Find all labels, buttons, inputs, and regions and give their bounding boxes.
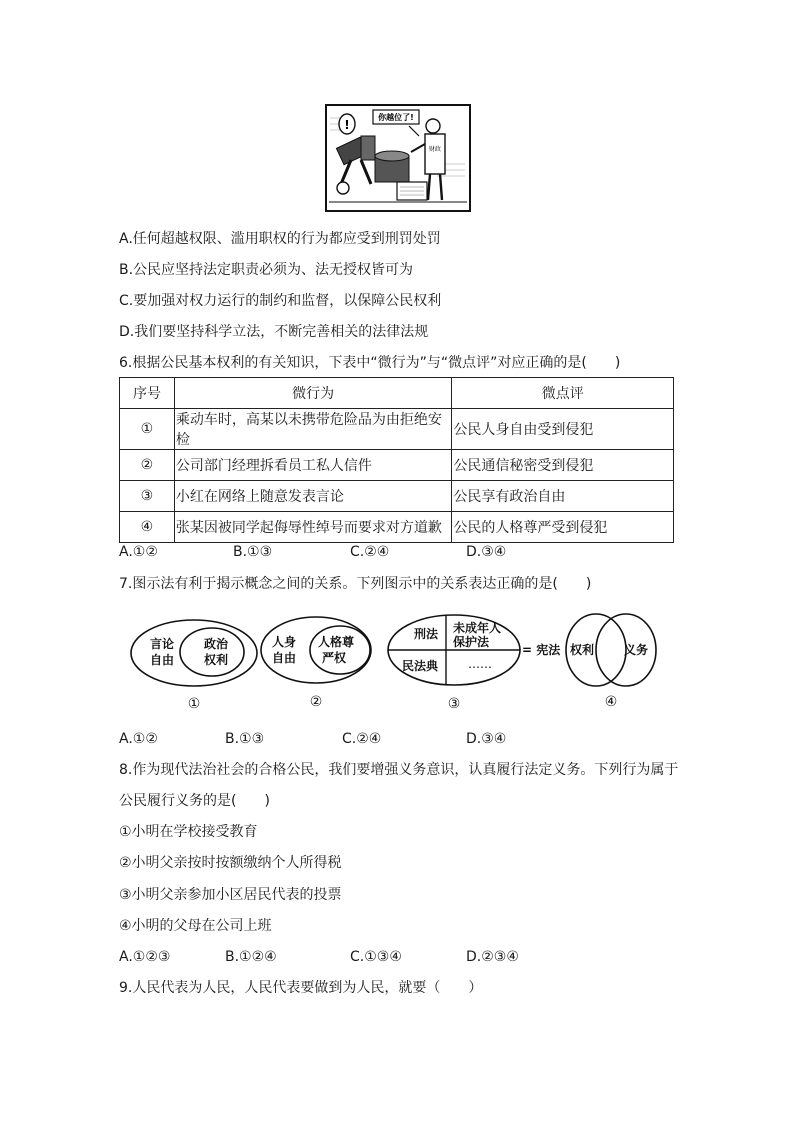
- row-index: ①: [120, 409, 175, 450]
- q6-option-c: C.②④: [350, 544, 390, 560]
- q7-stem: 7.图示法有利于揭示概念之间的关系。下列图示中的关系表达正确的是( ): [119, 576, 592, 592]
- row-comment: 公民的人格尊严受到侵犯: [452, 512, 674, 543]
- q5-option-d: D.我们要坚持科学立法，不断完善相关的法律法规: [119, 324, 429, 340]
- cartoon-exclamation: !: [344, 118, 350, 132]
- q7-option-a: A.①②: [119, 731, 158, 747]
- diagram-1: [131, 620, 257, 712]
- d3-top-right-2: 保护法: [453, 635, 490, 649]
- d3-number: ③: [447, 696, 461, 712]
- header-comment: 微点评: [452, 378, 674, 409]
- d2-number: ②: [309, 694, 323, 710]
- q9-stem: 9.人民代表为人民，人民代表要做到为人民，就要（ ）: [119, 980, 483, 996]
- q6-stem: 6.根据公民基本权利的有关知识，下表中“微行为”与“微点评”对应正确的是( ): [119, 355, 621, 371]
- q8-option-c: C.①③④: [350, 949, 402, 965]
- table-row: [120, 481, 674, 512]
- diagram-2: [261, 617, 371, 710]
- row-comment: 公民人身自由受到侵犯: [452, 409, 674, 450]
- row-comment: 公民享有政治自由: [452, 481, 674, 512]
- d2-outer-1: 人身: [272, 635, 297, 649]
- d1-inner-2: 权利: [204, 653, 229, 667]
- cartoon-speech: 你越位了!: [378, 113, 414, 122]
- d3-bottom-left: 民法典: [402, 659, 439, 673]
- row-behavior: 乘动车时，高某以未携带危险品为由拒绝安检: [174, 409, 451, 450]
- d2-inner-1: 人格尊: [318, 635, 355, 649]
- q8-item-3: ③小明父亲参加小区居民代表的投票: [119, 887, 342, 903]
- q8-item-2: ②小明父亲按时按额缴纳个人所得税: [119, 855, 342, 871]
- q8-item-1: ①小明在学校接受教育: [119, 824, 258, 840]
- q5-option-b: B.公民应坚持法定职责必须为、法无授权皆可为: [119, 262, 414, 278]
- d1-number: ①: [187, 696, 201, 712]
- diagram-3: [388, 615, 561, 712]
- row-comment: 公民通信秘密受到侵犯: [452, 450, 674, 481]
- row-index: ④: [120, 512, 175, 543]
- q8-stem-line2: 公民履行义务的是( ): [119, 793, 270, 809]
- d4-right: 义务: [624, 643, 649, 657]
- d1-inner-1: 政治: [204, 637, 229, 651]
- d4-number: ④: [604, 694, 618, 710]
- d3-top-left: 刑法: [414, 627, 439, 641]
- q7-option-d: D.③④: [466, 731, 507, 747]
- d4-left: 权利: [570, 643, 595, 657]
- q5-option-a: A.任何超越权限、滥用职权的行为都应受到刑罚处罚: [119, 231, 441, 247]
- d3-bottom-right: ……: [468, 657, 492, 671]
- q8-option-b: B.①②④: [225, 949, 277, 965]
- d2-inner-2: 严权: [322, 651, 347, 665]
- header-index: 序号: [120, 378, 175, 409]
- table-row: [120, 409, 674, 450]
- q7-option-c: C.②④: [342, 731, 382, 747]
- q7-option-b: B.①③: [225, 731, 265, 747]
- q8-option-a: A.①②③: [119, 949, 171, 965]
- q6-option-b: B.①③: [233, 544, 273, 560]
- q7-diagrams: [124, 610, 664, 720]
- d3-right-label: = 宪法: [522, 643, 561, 657]
- d2-outer-2: 自由: [272, 651, 297, 665]
- q8-option-d: D.②③④: [466, 949, 519, 965]
- table-row: [120, 512, 674, 543]
- d1-outer-1: 言论: [150, 637, 175, 651]
- d1-outer-2: 自由: [150, 653, 175, 667]
- q6-option-d: D.③④: [466, 544, 507, 560]
- row-index: ②: [120, 450, 175, 481]
- q8-stem-line1: 8.作为现代法治社会的合格公民，我们要增强义务意识，认真履行法定义务。下列行为属于: [119, 762, 679, 778]
- q5-option-c: C.要加强对权力运行的制约和监督，以保障公民权利: [119, 293, 442, 309]
- row-behavior: 小红在网络上随意发表言论: [174, 481, 451, 512]
- d3-top-right-1: 未成年人: [453, 621, 502, 635]
- row-behavior: 张某因被同学起侮辱性绰号而要求对方道歉: [174, 512, 451, 543]
- cartoon-illustration: [325, 104, 471, 212]
- table-row: [120, 450, 674, 481]
- table-header-row: [120, 378, 674, 409]
- cartoon-label: 财政: [428, 146, 442, 153]
- q6-option-a: A.①②: [119, 544, 158, 560]
- q6-table: [119, 377, 674, 543]
- row-index: ③: [120, 481, 175, 512]
- header-behavior: 微行为: [174, 378, 451, 409]
- row-behavior: 公司部门经理拆看员工私人信件: [174, 450, 451, 481]
- q8-item-4: ④小明的父母在公司上班: [119, 918, 272, 934]
- diagram-4: [566, 614, 656, 710]
